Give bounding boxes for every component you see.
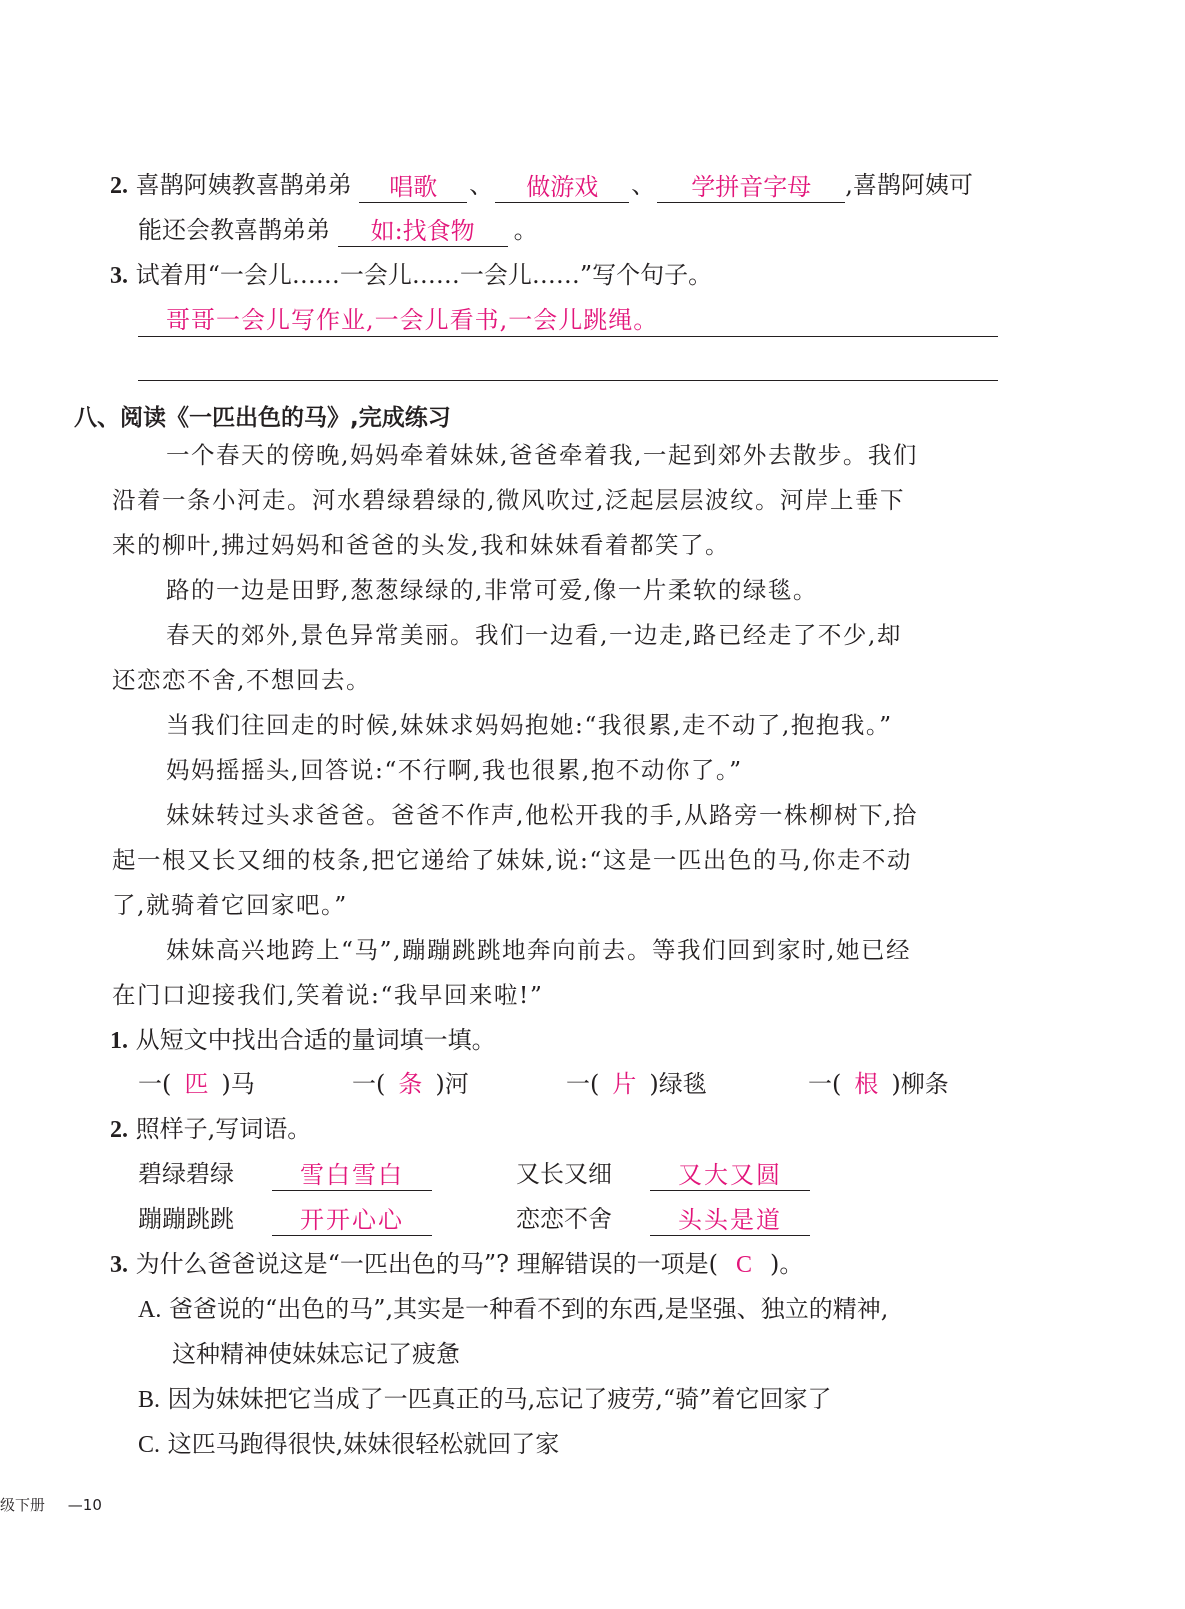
answer-blank[interactable]: 做游戏 [495, 172, 629, 203]
answer-blank[interactable]: 雪白雪白 [272, 1160, 432, 1191]
example-word: 又长又细 [516, 1160, 612, 1188]
example-word: 蹦蹦跳跳 [138, 1205, 234, 1233]
option-b[interactable] [138, 1382, 831, 1417]
answer-blank[interactable]: 又大又圆 [650, 1160, 810, 1191]
passage-line: 还恋恋不舍,不想回去。 [112, 666, 371, 694]
passage-line: 来的柳叶,拂过妈妈和爸爸的头发,我和妹妹看着都笑了。 [112, 531, 730, 559]
question-text: 试着用“一会儿……一会儿……一会儿……”写个句子。 [135, 261, 713, 289]
item-suffix: )绿毯 [649, 1070, 707, 1098]
word-pair [138, 1157, 432, 1191]
answer-blank[interactable]: C [736, 1252, 753, 1278]
question-number: 3. [110, 263, 128, 289]
passage-line: 路的一边是田野,葱葱绿绿的,非常可爱,像一片柔软的绿毯。 [166, 576, 818, 604]
option-label: A. [138, 1297, 162, 1323]
question-text: 照样子,写词语。 [135, 1115, 312, 1143]
example-word: 碧绿碧绿 [138, 1160, 234, 1188]
answer-blank[interactable]: 唱歌 [359, 172, 467, 203]
answer-blank[interactable]: 开开心心 [272, 1205, 432, 1236]
question-text: 能还会教喜鹊弟弟 [138, 216, 330, 244]
question-text: ,喜鹊阿姨可 [845, 171, 973, 199]
option-a[interactable] [138, 1292, 888, 1327]
page-footer [0, 1494, 102, 1515]
item-prefix: 一( [566, 1070, 600, 1098]
option-text: 因为妹妹把它当成了一匹真正的马,忘记了疲劳,“骑”着它回家了 [167, 1385, 832, 1413]
word-pair [138, 1202, 432, 1236]
passage-line: 在门口迎接我们,笑着说:“我早回来啦!” [112, 981, 544, 1009]
q8-2-line [110, 1112, 311, 1147]
question-text: )。 [770, 1250, 804, 1278]
passage-line: 当我们往回走的时候,妹妹求妈妈抱她:“我很累,走不动了,抱抱我。” [166, 711, 893, 739]
separator: 、 [631, 171, 656, 199]
page-number: —10 [67, 1496, 102, 1514]
item-prefix: 一( [352, 1070, 386, 1098]
q7-2-line1 [110, 168, 973, 203]
answer-blank[interactable]: 条 [398, 1070, 423, 1098]
passage-line: 妹妹转过头求爸爸。爸爸不作声,他松开我的手,从路旁一株柳树下,拾 [166, 801, 918, 829]
q7-2-line2 [138, 213, 538, 247]
question-text: 。 [513, 216, 538, 244]
option-a-cont: 这种精神使妹妹忘记了疲惫 [172, 1340, 460, 1368]
passage-line: 妈妈摇摇头,回答说:“不行啊,我也很累,抱不动你了。” [166, 756, 743, 784]
footer-grade: 级下册 [0, 1496, 46, 1514]
q8-1-line [110, 1023, 496, 1058]
word-pair [516, 1202, 810, 1236]
option-label: C. [138, 1432, 161, 1458]
option-text: 爸爸说的“出色的马”,其实是一种看不到的东西,是坚强、独立的精神, [168, 1295, 889, 1323]
q8-3-line [110, 1247, 803, 1282]
passage-line: 起一根又长又细的枝条,把它递给了妹妹,说:“这是一匹出色的马,你走不动 [112, 846, 912, 874]
answer-blank[interactable]: 匹 [184, 1070, 209, 1098]
word-pair [516, 1157, 810, 1191]
question-text: 喜鹊阿姨教喜鹊弟弟 [135, 171, 352, 199]
measure-word-item [138, 1067, 255, 1101]
option-c[interactable] [138, 1427, 559, 1462]
question-number: 3. [110, 1252, 128, 1278]
option-text: 这匹马跑得很快,妹妹很轻松就回了家 [167, 1430, 560, 1458]
q7-3-answer[interactable]: 哥哥一会儿写作业,一会儿看书,一会儿跳绳。 [166, 306, 659, 334]
item-prefix: 一( [808, 1070, 842, 1098]
separator: 、 [469, 171, 494, 199]
question-number: 2. [110, 1117, 128, 1143]
answer-blank[interactable]: 头头是道 [650, 1205, 810, 1236]
passage-line: 了,就骑着它回家吧。” [112, 891, 348, 919]
item-suffix: )河 [435, 1070, 469, 1098]
item-prefix: 一( [138, 1070, 172, 1098]
passage-line: 沿着一条小河走。河水碧绿碧绿的,微风吹过,泛起层层波纹。河岸上垂下 [112, 486, 905, 514]
section-heading: 八、阅读《一匹出色的马》,完成练习 [74, 405, 451, 431]
question-number: 1. [110, 1028, 128, 1054]
answer-blank[interactable]: 片 [612, 1070, 637, 1098]
example-word: 恋恋不舍 [516, 1205, 612, 1233]
answer-blank[interactable]: 根 [854, 1070, 879, 1098]
measure-word-item [352, 1067, 469, 1101]
question-text: 为什么爸爸说这是“一匹出色的马”? 理解错误的一项是( [135, 1250, 719, 1278]
answer-blank[interactable]: 学拼音字母 [657, 172, 845, 203]
question-text: 从短文中找出合适的量词填一填。 [135, 1026, 496, 1054]
q7-3-line [110, 258, 712, 293]
measure-word-item [566, 1067, 707, 1101]
passage-line: 春天的郊外,景色异常美丽。我们一边看,一边走,路已经走了不少,却 [166, 621, 902, 649]
question-number: 2. [110, 173, 128, 199]
item-suffix: )马 [221, 1070, 255, 1098]
passage-line: 一个春天的傍晚,妈妈牵着妹妹,爸爸牵着我,一起到郊外去散步。我们 [166, 441, 918, 469]
passage-line: 妹妹高兴地跨上“马”,蹦蹦跳跳地奔向前去。等我们回到家时,她已经 [166, 936, 911, 964]
answer-blank[interactable]: 如:找食物 [338, 216, 508, 247]
measure-word-item [808, 1067, 949, 1101]
answer-line [138, 336, 998, 337]
answer-line [138, 380, 998, 381]
option-label: B. [138, 1387, 161, 1413]
item-suffix: )柳条 [891, 1070, 949, 1098]
